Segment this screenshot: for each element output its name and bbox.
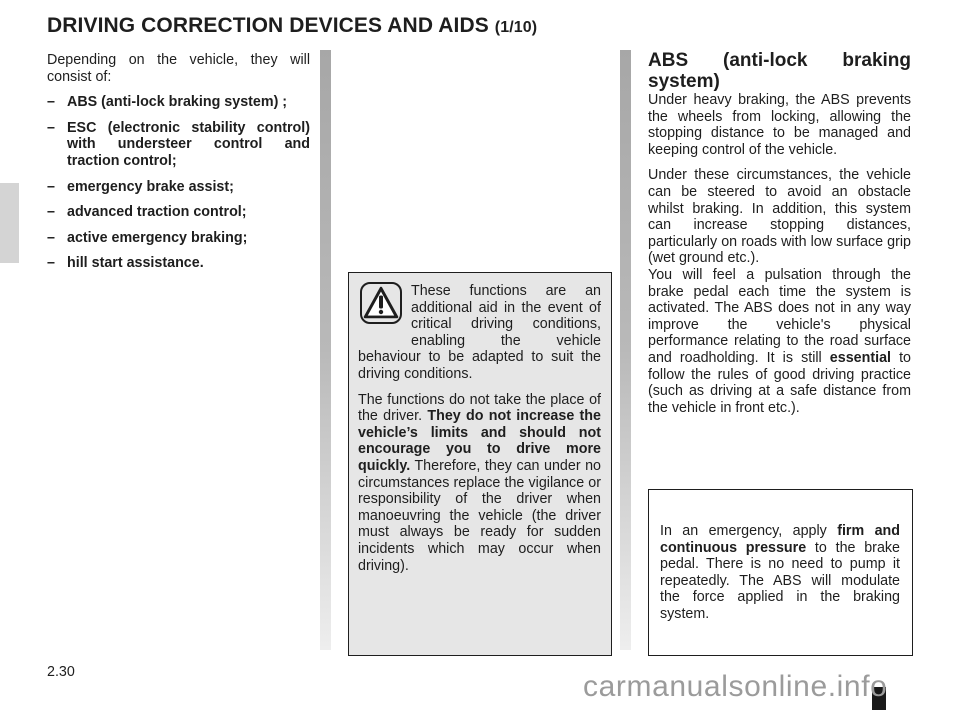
list-item [47,204,310,221]
warning-paragraph-1: These functions are an additional aid in the event of critical driving conditions, enabling the vehicle behaviour to be adapted to suit the driving conditions. [358,283,601,382]
warning-p2-start: The functions do not take the place of the driver. [358,391,601,425]
note-start: In an emergency, apply [660,523,838,539]
list-dash: – [47,178,55,195]
intro-text: Depending on the vehicle, they will consist of: [47,52,310,85]
list-item-text: hill start assistance. [67,255,204,272]
list-item-text: ABS (anti-lock braking system) ; [67,94,288,111]
list-dash: – [47,229,55,246]
list-dash: – [47,94,55,111]
title-text: DRIVING CORRECTION DEVICES AND AIDS [47,14,489,37]
abs-heading: ABS (anti-lock braking system) [648,50,911,92]
list-item [47,94,310,111]
abs-paragraph-2: Under these circumstances, the vehicle can be steered to avoid an obstacle whilst braking. In addition, this system can increase stopping distances, particularly on roads with low surface grip (wet ground etc.). [648,167,911,267]
note-bold: firm and continuous pressure [660,523,900,556]
list-item [47,179,310,196]
list-item [47,230,310,247]
page-number: 2.30 [47,664,75,680]
list-dash: – [47,204,55,221]
list-item [47,255,310,272]
abs-paragraph-1: Under heavy braking, the ABS prevents the wheels from locking, allowing the stopping distance to be managed and keeping control of the vehicle. [648,92,911,158]
warning-text [358,283,601,583]
feature-list [47,94,310,272]
column-divider-left [320,50,331,650]
abs-paragraph-3 [648,267,911,416]
list-item-text: ESC (electronic stability control) with understeer control and traction control; [67,119,310,169]
icon-spacer [358,283,411,343]
intro-column [47,52,310,281]
note-end: to the brake pedal. There is no need to pump it repeatedly. The ABS will modulate the force applied in the braking system. [660,539,900,622]
chapter-tab-marker [0,183,19,263]
list-dash: – [47,119,55,136]
warning-p2-end: Therefore, they can under no circumstances replace the vigilance or responsibility of the driver when manoeuvring the vehicle (the driver must always be ready for sudden incidents which may occur when driving). [358,457,601,574]
page-title [47,14,537,38]
watermark: carmanualsonline.info [583,670,888,703]
abs-p3-bold: essential [829,349,891,366]
column-divider-right [620,50,631,650]
list-item-text: emergency brake assist; [67,178,234,195]
note-text [660,523,900,623]
list-item-text: active emergency braking; [67,229,248,246]
warning-paragraph-2 [358,392,601,575]
list-dash: – [47,255,55,272]
abs-p3-start: You will feel a pulsation through the brake pedal each time the system is activated. The ABS does not in any way improve the vehicle's physical performance relating to the road surface and roadholding. It is still [648,266,911,366]
title-part: (1/10) [494,19,538,36]
abs-p3-end: to follow the rules of good driving practice (such as driving at a safe distance from the vehicle in front etc.). [648,349,911,416]
list-item [47,120,310,170]
list-item-text: advanced traction control; [67,204,247,221]
abs-column [648,50,911,425]
warning-p2-bold: They do not increase the vehicle’s limits and should not encourage you to drive more quickly. [358,408,601,474]
